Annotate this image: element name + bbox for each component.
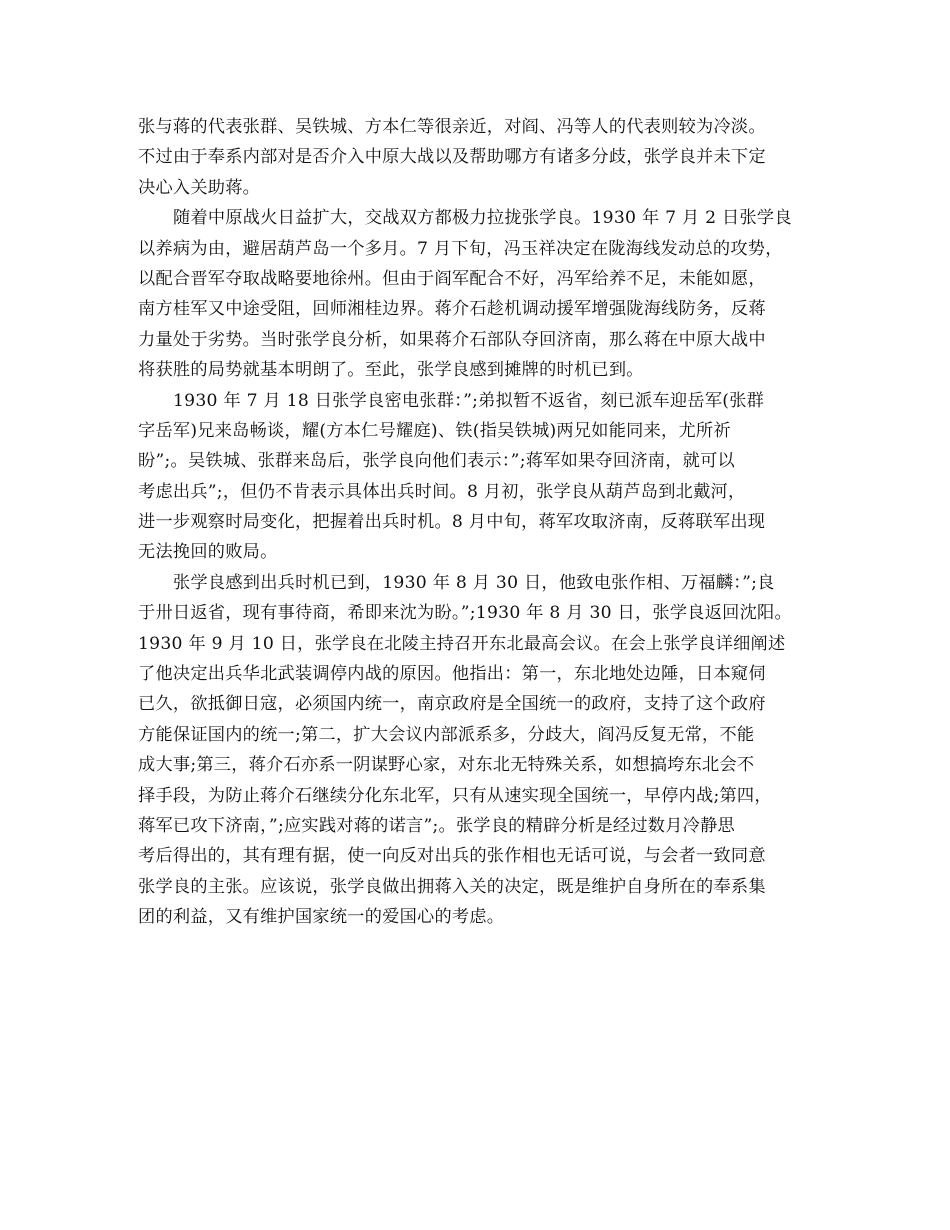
text-line: 字岳军)兄来岛畅谈，耀(方本仁号耀庭)、铁(指吴铁城)两兄如能同来，尤所祈 [138, 420, 731, 441]
text-line: 方能保证国内的统一;第二，扩大会议内部派系多，分歧大，阎冯反复无常，不能 [138, 724, 755, 745]
text-line: 以配合晋军夺取战略要地徐州。但由于阎军配合不好，冯军给养不足，未能如愿， [138, 268, 766, 289]
text-line: 以养病为由，避居葫芦岛一个多月。7 月下旬，冯玉祥决定在陇海线发动总的攻势， [138, 238, 783, 259]
text-line: 不过由于奉系内部对是否介入中原大战以及帮助哪方有诸多分歧，张学良并未下定 [138, 147, 766, 168]
text-line: 南方桂军又中途受阻，回师湘桂边界。蒋介石趁机调动援军增强陇海线防务，反蒋 [138, 299, 766, 320]
text-line: 张学良的主张。应该说，张学良做出拥蒋入关的决定，既是维护自身所在的奉系集 [138, 876, 766, 897]
text-line: 盼”;。吴铁城、张群来岛后，张学良向他们表示：”;蒋军如果夺回济南，就可以 [138, 451, 735, 472]
text-line: 了他决定出兵华北武装调停内战的原因。他指出：第一，东北地处边陲，日本窥伺 [138, 664, 766, 685]
text-line: 考虑出兵”;，但仍不肯表示具体出兵时间。8 月初，张学良从葫芦岛到北戴河， [138, 481, 746, 502]
text-line: 将获胜的局势就基本明朗了。至此，张学良感到摊牌的时机已到。 [138, 360, 644, 381]
text-line: 成大事;第三，蒋介石亦系一阴谋野心家，对东北无特殊关系，如想搞垮东北会不 [138, 755, 755, 776]
text-line: 无法挽回的败局。 [138, 542, 278, 563]
text-line: 考后得出的，其有理有据，使一向反对出兵的张作相也无话可说，与会者一致同意 [138, 846, 766, 867]
text-line: 1930 年 7 月 18 日张学良密电张群：”;弟拟暂不返省，刻已派车迎岳军(张群 [173, 390, 765, 411]
document-body [138, 112, 822, 933]
text-line: 已久，欲抵御日寇，必须国内统一，南京政府是全国统一的政府，支持了这个政府 [138, 694, 766, 715]
text-line: 进一步观察时局变化，把握着出兵时机。8 月中旬，蒋军攻取济南，反蒋联军出现 [138, 512, 766, 533]
text-line: 张与蒋的代表张群、吴铁城、方本仁等很亲近，对阎、冯等人的代表则较为冷淡。 [138, 117, 766, 137]
text-line: 于卅日返省，现有事待商，希即来沈为盼。”;1930 年 8 月 30 日，张学良返回沈阳。 [138, 603, 792, 624]
text-line: 张学良感到出兵时机已到，1930 年 8 月 30 日，他致电张作相、万福麟：”;良 [173, 572, 775, 593]
text-line: 团的利益，又有维护国家统一的爱国心的考虑。 [138, 907, 505, 928]
text-line: 蒋军已攻下济南，”;应实践对蒋的诺言”;。张学良的精辟分析是经过数月冷静思 [138, 815, 735, 836]
text-line: 1930 年 9 月 10 日，张学良在北陵主持召开东北最高会议。在会上张学良详细阐述 [138, 633, 786, 654]
text-line: 随着中原战火日益扩大，交战双方都极力拉拢张学良。1930 年 7 月 2 日张学良 [173, 208, 792, 229]
text-line: 决心入关助蒋。 [138, 177, 261, 198]
text-line: 择手段，为防止蒋介石继续分化东北军，只有从速实现全国统一，早停内战;第四， [138, 785, 772, 806]
text-line: 力量处于劣势。当时张学良分析，如果蒋介石部队夺回济南，那么蒋在中原大战中 [138, 329, 766, 350]
